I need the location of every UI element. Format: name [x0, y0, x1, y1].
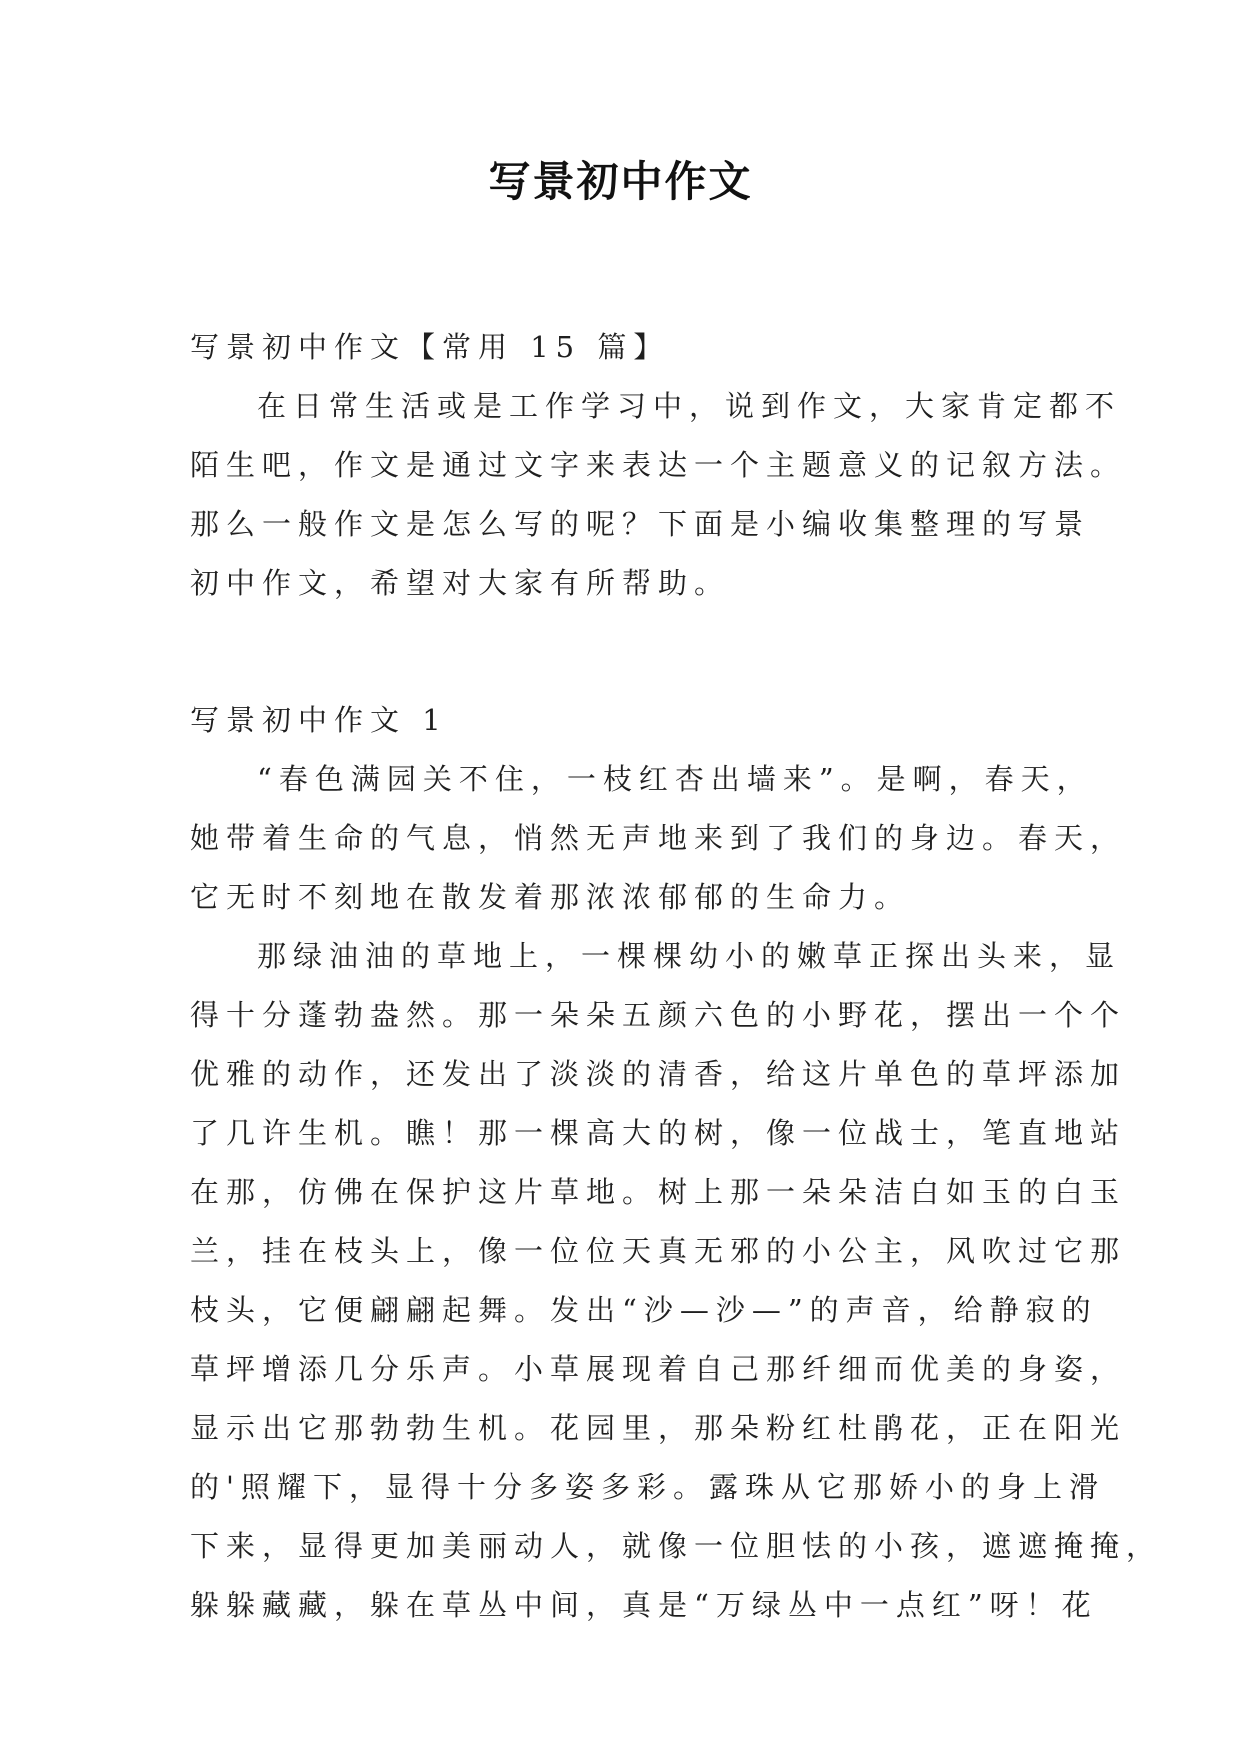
document-title: 写景初中作文 [488, 157, 753, 206]
intro-line: 陌生吧，作文是通过文字来表达一个主题意义的记叙方法。 [190, 448, 1127, 482]
paragraph-line: 在那，仿佛在保护这片草地。树上那一朵朵洁白如玉的白玉 [190, 1175, 1127, 1209]
paragraph-line: 兰，挂在枝头上，像一位位天真无邪的小公主，风吹过它那 [190, 1234, 1127, 1268]
paragraph-line: 的'照耀下，显得十分多姿多彩。露珠从它那娇小的身上滑 [190, 1470, 1105, 1504]
paragraph-line: 它无时不刻地在散发着那浓浓郁郁的生命力。 [190, 880, 911, 914]
intro-line: 那么一般作文是怎么写的呢？下面是小编收集整理的写景 [190, 507, 1091, 541]
section-heading: 写景初中作文 1 [190, 703, 448, 737]
document-subtitle: 写景初中作文【常用 15 篇】 [190, 330, 670, 364]
intro-line: 在日常生活或是工作学习中，说到作文，大家肯定都不 [257, 389, 1122, 423]
paragraph-line: 了几许生机。瞧！那一棵高大的树，像一位战士，笔直地站 [190, 1116, 1127, 1150]
paragraph-line: 躲躲藏藏，躲在草丛中间，真是“万绿丛中一点红”呀！花 [190, 1588, 1098, 1622]
paragraph-line: 她带着生命的气息，悄然无声地来到了我们的身边。春天， [190, 821, 1127, 855]
paragraph-line: 那绿油油的草地上，一棵棵幼小的嫩草正探出头来，显 [257, 939, 1122, 973]
section-gap [190, 613, 1070, 691]
paragraph-line: 显示出它那勃勃生机。花园里，那朵粉红杜鹃花，正在阳光 [190, 1411, 1127, 1445]
paragraph-line: 优雅的动作，还发出了淡淡的清香，给这片单色的草坪添加 [190, 1057, 1127, 1091]
intro-line: 初中作文，希望对大家有所帮助。 [190, 566, 731, 600]
document-body [190, 318, 1163, 1635]
paragraph-line: 下来，显得更加美丽动人，就像一位胆怯的小孩，遮遮掩掩， [190, 1529, 1163, 1563]
paragraph-line: 枝头，它便翩翩起舞。发出“沙—沙—”的声音，给静寂的 [190, 1293, 1098, 1327]
paragraph-line: 草坪增添几分乐声。小草展现着自己那纤细而优美的身姿， [190, 1352, 1127, 1386]
paragraph-line: “春色满园关不住，一枝红杏出墙来”。是啊，春天， [257, 762, 1093, 796]
paragraph-line: 得十分蓬勃盎然。那一朵朵五颜六色的小野花，摆出一个个 [190, 998, 1127, 1032]
